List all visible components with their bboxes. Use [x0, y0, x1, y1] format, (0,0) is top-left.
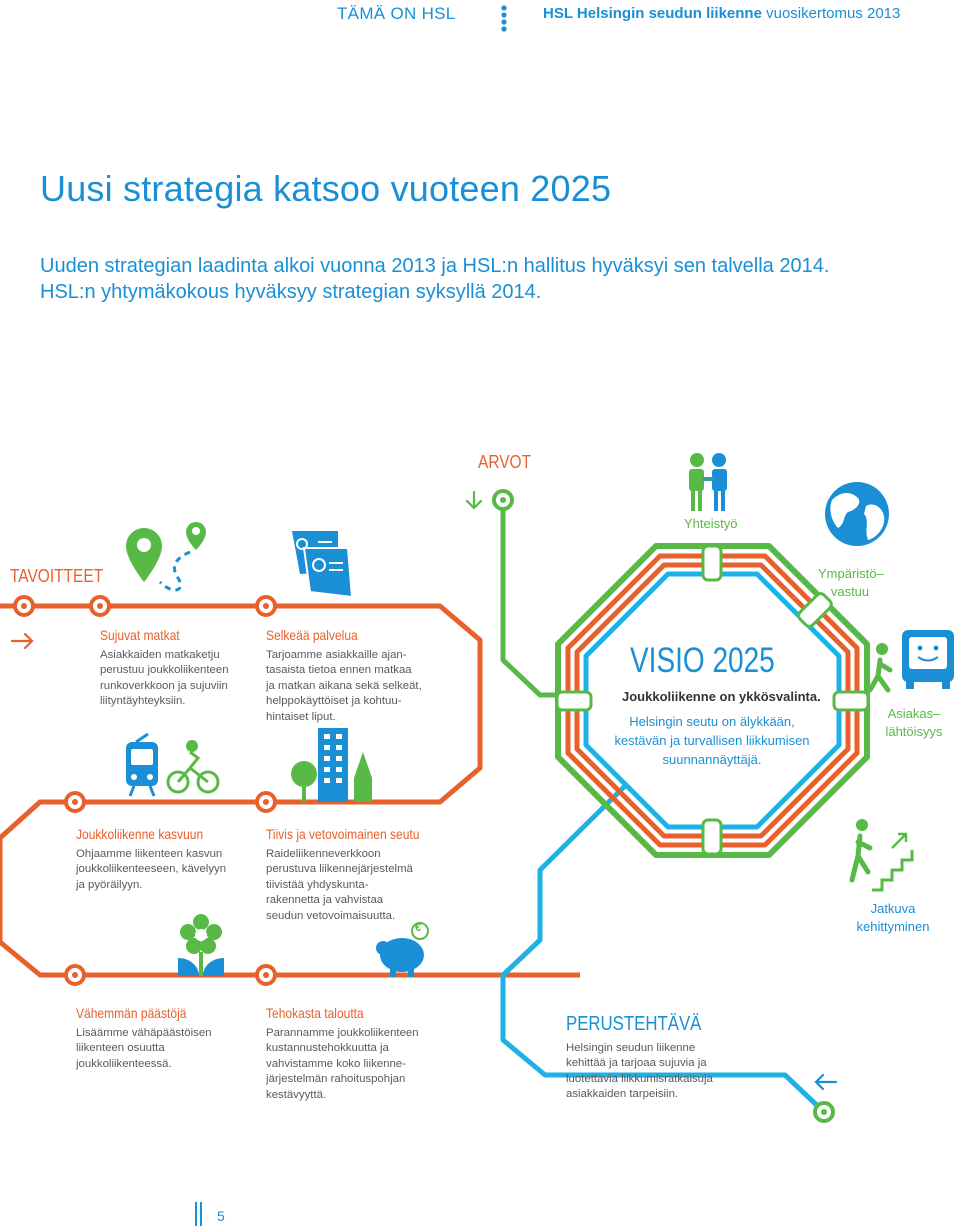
- goal-joukkoliikenne-kasvuun: [76, 826, 226, 893]
- people-handshake-icon: [689, 453, 727, 511]
- euro-icon: €: [415, 922, 422, 934]
- footer-bar: [200, 1202, 202, 1226]
- section-label: TÄMÄ ON HSL: [337, 4, 456, 23]
- perustehtava-title: PERUSTEHTÄVÄ: [566, 1013, 702, 1035]
- goal-text: Lisäämme vähäpäästöisen liikenteen osuutta joukkoliikenteessä.: [76, 1027, 212, 1070]
- visio-title: VISIO 2025: [630, 641, 775, 680]
- goal-title: Tiivis ja vetovoimainen seutu: [266, 826, 420, 842]
- jatkuva-kehittyminen-label: Jatkuva kehittyminen: [856, 901, 930, 934]
- tram-icon: [126, 734, 158, 796]
- documents-icon: [292, 531, 352, 597]
- goal-text: Tarjoamme asiakkaille ajan- tasaista tietoa ennen matkaa ja matkan aikana sekä selkeät, helppokäyttöiset ja kohtuu- hintaiset liput.: [266, 649, 422, 723]
- page-number: 5: [217, 1208, 225, 1224]
- globe-icon: [825, 482, 889, 546]
- goal-title: Vähemmän päästöjä: [76, 1005, 187, 1021]
- tavoitteet-label: TAVOITTEET: [10, 566, 104, 586]
- cyclist-icon: [168, 740, 218, 792]
- lead-line-1: Uuden strategian laadinta alkoi vuonna 2013 ja HSL:n hallitus hyväksyi sen talvella 2014.: [40, 255, 830, 277]
- goal-text: Asiakkaiden matkaketju perustuu joukkoliikenteen runkoverkkoon ja sujuviin liityntäyhteyksiin.: [100, 649, 229, 708]
- org-name: HSL Helsingin seudun liikenne: [543, 5, 762, 22]
- goal-selkeaa-palvelua: [266, 627, 422, 725]
- goal-sujuvat-matkat: [100, 627, 229, 710]
- asiakaslahtoisyys-label: Asiakas– lähtöisyys: [885, 706, 943, 739]
- yhteistyo-label: Yhteistyö: [684, 516, 738, 531]
- goal-title: Selkeää palvelua: [266, 627, 358, 643]
- walking-person-icon: [870, 643, 890, 690]
- lead-line-2: HSL:n yhtymäkokous hyväksyy strategian syksyllä 2014.: [40, 281, 542, 303]
- footer-bar: [195, 1202, 197, 1226]
- map-pin-icon: [126, 522, 206, 590]
- goal-tehokasta-taloutta: [266, 1005, 419, 1103]
- goal-title: Tehokasta taloutta: [266, 1005, 364, 1021]
- bus-icon: [902, 630, 954, 689]
- page-title: Uusi strategia katsoo vuoteen 2025: [40, 168, 612, 209]
- arrow-icons: [12, 492, 836, 1089]
- ymparistovastuu-label: Ympäristö– vastuu: [818, 566, 884, 599]
- perustehtava-text: Helsingin seudun liikenne kehittää ja tarjoaa sujuvia ja luotettavia liikkumisratkaisuja asiakkaiden tarpeisiin.: [566, 1042, 713, 1101]
- green-route-line: [503, 500, 585, 695]
- flower-icon: [178, 914, 224, 976]
- goal-text: Ohjaamme liikenteen kasvun joukkoliikenteeseen, kävelyyn ja pyöräilyyn.: [76, 848, 227, 891]
- visio-subtitle: Joukkoliikenne on ykkösvalinta.: [622, 689, 821, 704]
- goal-title: Sujuvat matkat: [100, 627, 180, 643]
- visio-text: Helsingin seutu on älykkään, kestävän ja turvallisen liikkumisen suunnannäyttäjä.: [614, 714, 810, 767]
- arvot-label: ARVOT: [478, 452, 532, 472]
- city-buildings-icon: [291, 728, 372, 802]
- goal-vahemman-paastoja: [76, 1005, 212, 1072]
- goal-tiivis-seutu: [266, 826, 444, 924]
- goal-title: Joukkoliikenne kasvuun: [76, 826, 204, 842]
- goal-text: Raideliikenneverkkoon perustuva liikennejärjestelmä tiivistää yhdyskunta- rakennetta ja vahvistaa seudun vetovoimaisuutta.: [266, 848, 413, 922]
- goal-text: Parannamme joukkoliikenteen kustannustehokkuutta ja vahvistamme koko liikenne- järjestelmän rahoituspohjan kestävyyttä.: [266, 1027, 419, 1101]
- stairs-climber-icon: [852, 819, 912, 890]
- report-name: vuosikertomus 2013: [766, 5, 901, 22]
